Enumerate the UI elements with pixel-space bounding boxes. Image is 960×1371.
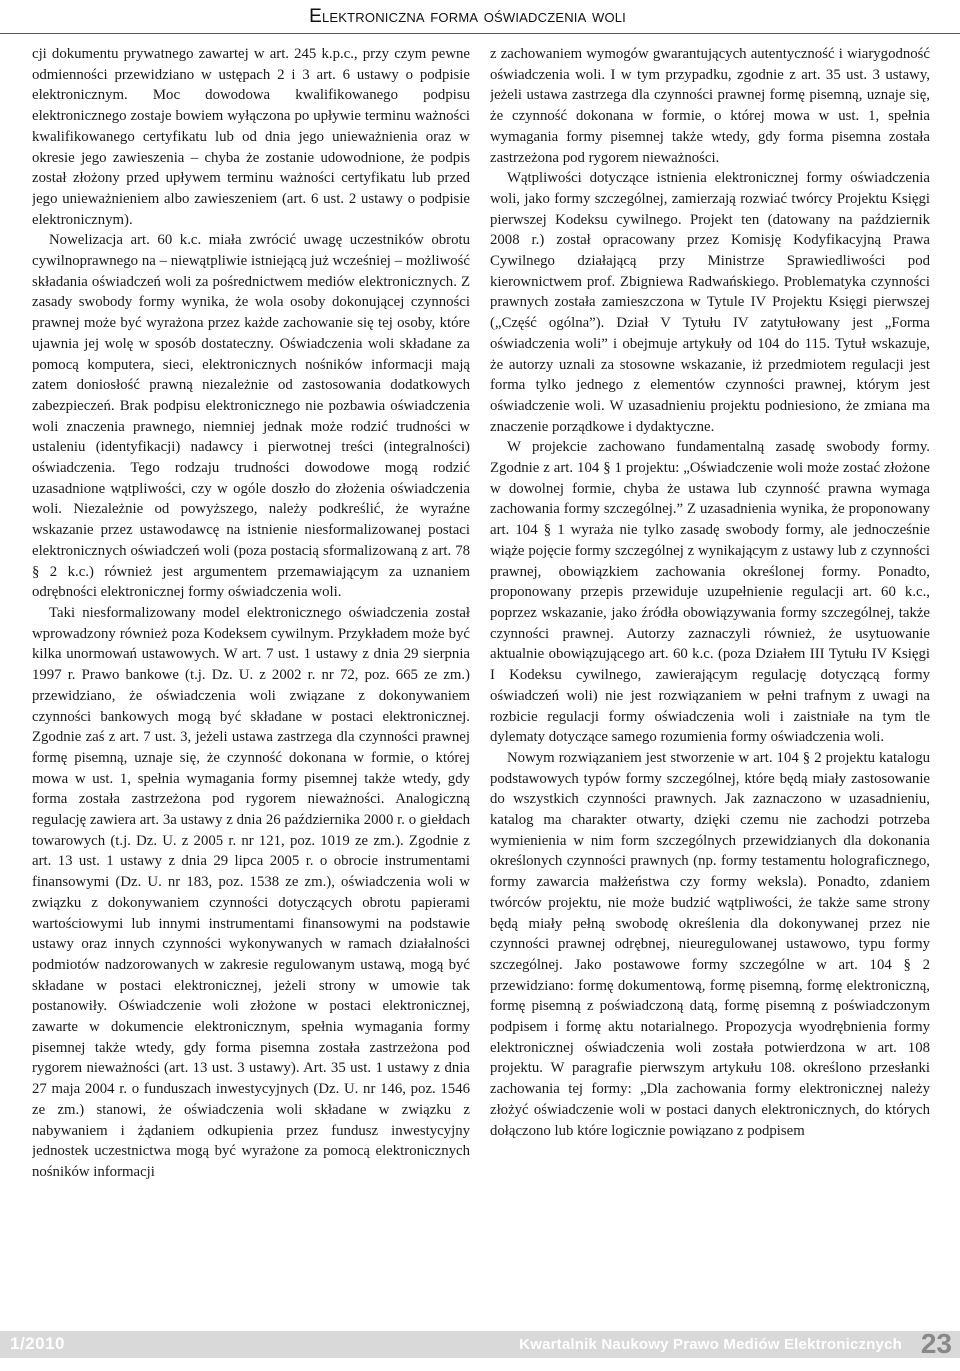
paragraph: W projekcie zachowano fundamentalną zasadę swobody formy. Zgodnie z art. 104 § 1 projektu: „Oświadczenie woli może zostać złożone w dowolnej formie, chyba że ustawa lub czynność prawna wymaga zachowania formy szczególnej.” Z uzasadnienia wynika, że proponowany art. 104 § 1 wyraża nie tylko zasadę swobody formy, ale jednocześnie wiąże pojęcie formy szczególnej z wynikającym z ustawy lub z czynności prawnej, obowiązkiem zachowania określonej formy. Ponadto, proponowany przepis przewiduje uzupełnienie regulacji art. 60 k.c., poprzez wskazanie, jako źródła obowiązywania formy szczególnej, także czynności prawnej. Autorzy zaznaczyli również, że usytuowanie aktualnie obowiązującego art. 60 k.c. (poza Działem III Tytułu IV Księgi I Kodeksu cywilnego, zawierającym regulację dotyczącą formy oświadczeń woli) nie jest rozwiązaniem w pełni trafnym z uwagi na rozbicie regulacji formy oświadczenia woli i zaistniałe na tym tle dylematy dotyczące samego rozumienia formy oświadczenia woli.	[490, 439, 930, 746]
paragraph: Taki niesformalizowany model elektronicznego oświadczenia został wprowadzony również poza Kodeksem cywilnym. Przykładem może być kilka unormowań ustawowych. W art. 7 ust. 1 ustawy z dnia 29 sierpnia 1997 r. Prawo bankowe (t.j. Dz. U. z 2002 r. nr 72, poz. 665 ze zm.) przewidziano, że oświadczenia woli związane z dokonywaniem czynności bankowych mogą być składane w postaci elektronicznej. Zgodnie zaś z art. 7 ust. 3, jeżeli ustawa zastrzega dla czynności prawnej formę pisemną, uznaje się, że czynność dokonana w formie, o której mowa w ust. 1, spełnia wymagania formy pisemnej także wtedy, gdy forma została zastrzeżona pod rygorem nieważności. Analogiczną regulację zawiera art. 3a ustawy z dnia 26 października 2000 r. o giełdach towarowych (t.j. Dz. U. z 2005 r. nr 121, poz. 1019 ze zm.). Zgodnie z art. 13 ust. 1 ustawy z dnia 29 lipca 2005 r. o obrocie instrumentami finansowymi (Dz. U. nr 183, poz. 1538 ze zm.), oświadczenia woli w związku z dokonywaniem czynności dotyczących obrotu papierami wartościowymi lub innymi instrumentami finansowymi na podstawie ustawy oraz innych czynności wykonywanych w ramach działalności podmiotów nadzorowanych w zakresie regulowanym ustawą, mogą być składane w postaci elektronicznej, jeżeli strony w umowie tak postanowiły. Oświadczenie woli złożone w postaci elektronicznej, zawarte w dokumencie elektronicznym, spełnia wymagania formy pisemnej także wtedy, gdy forma pisemna została zastrzeżona pod rygorem nieważności (art. 13 ust. 3 ustawy). Art. 35 ust. 1 ustawy z dnia 27 maja 2004 r. o funduszach inwestycyjnych (Dz. U. nr 146, poz. 1546 ze zm.) stanowi, że oświadczenia woli składane w związku z nabywaniem i żądaniem odkupienia przez fundusz inwestycyjny jednostek uczestnictwa mogą być wyrażone za pomocą elektronicznych nośników informacji	[32, 604, 470, 1180]
running-header	[0, 0, 960, 44]
page-number: 23	[920, 1328, 952, 1359]
left-column	[32, 44, 470, 1306]
paragraph: Nowym rozwiązaniem jest stworzenie w art. 104 § 2 projektu katalogu podstawowych typów formy szczególnej, które będą miały zastosowanie do wszystkich czynności prawnych. Jak zaznaczono w uzasadnieniu, katalog ma charakter otwarty, dzięki czemu nie zachodzi potrzeba wymienienia w nim form szczególnych przewidzianych dla dokonania określonych czynności prawnych (np. formy testamentu holograficznego, formy zawarcia małżeństwa czy formy weksla). Ponadto, zdaniem twórców projektu, nie może budzić wątpliwości, że także same strony będą miały pełną swobodę określenia dla dokonywanej przez nie czynności prawnej odrębnej, nieuregulowanej ustawowo, typu formy szczególnej. Jako postawowe formy szczególne w art. 104 § 2 przewidziano: formę dokumentową, formę pisemną, formę elektroniczną, formę pisemną z poświadczoną datą, formę pisemną z poświadczonym podpisem i formę aktu notarialnego. Propozycja wyodrębnienia formy elektronicznej oświadczenia woli została potwierdzona w art. 108 projektu. W paragrafie pierwszym artykułu 108. określono przesłanki zachowania tej formy: „Dla zachowania formy elektronicznej należy złożyć oświadczenie woli w postaci danych elektronicznych, do których dołączono lub które logicznie powiązano z podpisem	[490, 749, 930, 1139]
paragraph: z zachowaniem wymogów gwarantujących autentyczność i wiarygodność oświadczenia woli. I w tym przypadku, zgodnie z art. 35 ust. 3 ustawy, jeżeli ustawa zastrzega dla czynności prawnej formę pisemną, uznaje się, że czynność dokonana w formie, o której mowa w ust. 1, spełnia wymagania formy pisemnej także wtedy, gdy forma pisemna została zastrzeżona pod rygorem nieważności.	[490, 46, 930, 166]
header-rule	[0, 33, 960, 34]
paragraph: cji dokumentu prywatnego zawartej w art. 245 k.p.c., przy czym pewne odmienności przewidziano w ustępach 2 i 3 art. 6 ustawy o podpisie elektronicznym. Moc dowodowa kwalifikowanego podpisu elektronicznego zostaje bowiem wyłączona po upływie terminu ważności kwalifikowanego certyfikatu lub od dnia jego unieważnienia oraz w okresie jego zawieszenia – chyba że zostanie udowodnione, że podpis został złożony przed upływem terminu ważności certyfikatu lub przed jego unieważnieniem albo zawieszeniem (art. 6 ust. 2 ustawy o podpisie elektronicznym).	[32, 46, 470, 228]
journal-title: Kwartalnik Naukowy Prawo Mediów Elektronicznych	[519, 1336, 902, 1353]
right-column	[490, 44, 930, 1306]
paragraph: Wątpliwości dotyczące istnienia elektronicznej formy oświadczenia woli, jako formy szczególnej, zamierzają rozwiać twórcy Projektu Księgi pierwszej Kodeksu cywilnego. Projekt ten (datowany na październik 2008 r.) został opracowany przez Komisję Kodyfikacyjną Prawa Cywilnego działającą przy Ministrze Sprawiedliwości pod kierownictwem prof. Zbigniewa Radwańskiego. Problematyka czynności prawnych została zamieszczona w Tytule IV Projektu Księgi pierwszej („Część ogólna”). Dział V Tytułu IV zatytułowany jest „Forma oświadczenia woli” i obejmuje artykuły od 104 do 115. Tytuł wskazuje, że autorzy uznali za stosowne wskazanie, iż przedmiotem regulacji jest forma tylko jednego z elementów czynności prawnej, którym jest oświadczenie woli. W uzasadnieniu projektu podniesiono, że zmiana ma znaczenie porządkowe i dydaktyczne.	[490, 170, 930, 435]
header-title: Elektroniczna forma oświadczenia woli	[309, 6, 626, 27]
page-footer	[0, 1318, 960, 1371]
issue-number: 1/2010	[10, 1334, 65, 1353]
paragraph: Nowelizacja art. 60 k.c. miała zwrócić uwagę uczestników obrotu cywilnoprawnego na – niewątpliwie istniejącą już wcześniej – możliwość składania oświadczeń woli za pośrednictwem mediów elektronicznych. Z zasady swobody formy wynika, że wola osoby dokonującej czynności prawnej może być wyrażona przez każde zachowanie się tej osoby, które ujawnia jej wolę w sposób dostateczny. Oświadczenia woli składane za pomocą komputera, sieci, elektronicznych nośników informacji mają zatem doniosłość prawną niezależnie od zastosowania dodatkowych zabezpieczeń. Brak podpisu elektronicznego nie pozbawia oświadczenia woli znaczenia prawnego, niemniej jednak może rodzić trudności w ustaleniu (identyfikacji) nadawcy i pierwotnej treści (integralności) oświadczenia. Tego rodzaju trudności dowodowe mogą rodzić uzasadnione wątpliwości, czy w ogóle doszło do złożenia oświadczenia woli. Niezależnie od powyższego, należy podkreślić, że wyraźne wskazanie przez ustawodawcę na istnienie niesformalizowanej postaci elektronicznych oświadczeń woli (poza postacią sformalizowaną z art. 78 § 2 k.c.) również jest argumentem przemawiającym za uznaniem odrębności elektronicznej formy oświadczenia woli.	[32, 232, 470, 601]
